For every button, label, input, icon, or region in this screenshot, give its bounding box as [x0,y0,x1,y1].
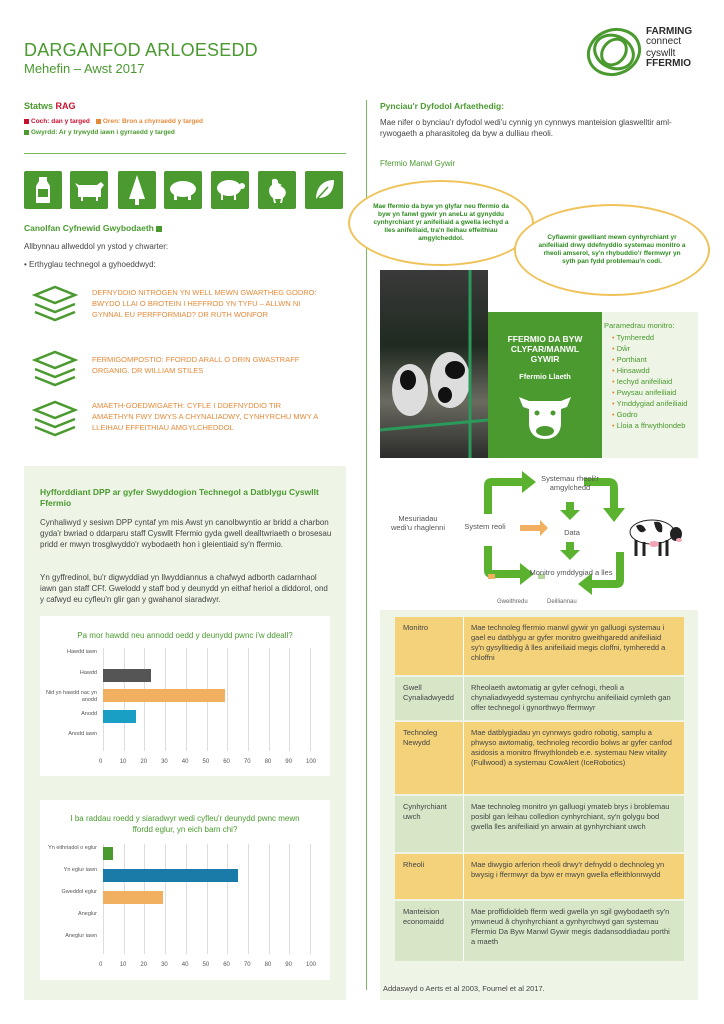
rag-status-title: Statws RAG [24,101,76,111]
x-tick-label: 80 [264,758,272,765]
cow-head-icon [515,385,575,441]
table-row [395,796,684,852]
dairy-cow-icon [70,171,108,209]
param-item: • Godro [612,409,694,420]
topics-heading: Pynciau'r Dyfodol Arfaethedig: [380,101,505,111]
milking-parlour-photo [380,270,488,458]
chart-2-title: I ba raddau roedd y siaradwyr wedi cyfleu'r deunydd pwnc mewn ffordd eglur, yn eich barn chi? [70,814,300,834]
topics-text: Mae nifer o bynciau'r dyfodol wedi'u cynnig yn cynnwys manteision glaswelltir aml-rywogaeth a pharasitoleg da byw a dulliau rheoli. [380,118,672,138]
row-text: Mae technoleg ffermio manwl gywir yn galluogi systemau i gael eu datblygu ar gyfer monitro gweithgaredd anifeiliaid sy'n gysylltiedig â lles anifeiliaid megis cloffni, tymheredd a chloffni [471,623,666,662]
gridline [186,844,187,954]
leaf-plant-icon [305,171,343,209]
x-tick-label: 0 [99,758,103,765]
speech-bubble-1: Mae ffermio da byw yn glyfar neu ffermio da byw yn fanwl gywir yn aneLu at gynyddu cynhyrchiant yr anifeiliaid a gwella iechyd a lles anifeiliaid, tra'n lleihau effeithiau amgylcheddol. [348,180,534,266]
poultry-icon [258,171,296,209]
x-tick-label: 10 [119,758,127,765]
gridline [227,648,228,751]
x-tick-label: 20 [140,758,148,765]
bar [103,689,225,702]
x-tick-label: 60 [223,758,230,765]
y-category-label: Gweddol eglur [61,889,97,895]
citation: Addaswyd o Aerts et al 2003, Fournel et al 2017. [383,984,545,993]
row-text: Mae technoleg monitro yn galluogi ymateb brys i broblemau posibl gan leihau colledion cynhyrchiant, sy'n golygu bod gwella lles anifeiliaid yn arwain at gynhyrchiant uwch [471,802,670,831]
bar [103,710,136,723]
x-tick-label: 60 [223,962,230,968]
plf-box [488,312,602,458]
table-row [395,901,684,961]
y-category-label: Yn eglur iawn [63,867,97,873]
param-item: • Iechyd anifeiliaid [612,376,694,387]
divider [24,153,346,154]
gridline [165,844,166,954]
knowledge-heading: Canolfan Cyfnewid Gwybodaeth [24,223,164,233]
row-label: Cynhyrchiant uwch [403,802,447,821]
row-label: Monitro [403,623,429,632]
training-heading: Hyfforddiant DPP ar gyfer Swyddogion Technegol a Datblygu Cyswllt Ffermio [40,487,319,508]
bar [103,869,238,882]
gridline [207,844,208,954]
x-tick-label: 30 [161,962,168,968]
y-category-label: Aneglur iawn [65,933,97,939]
row-divider [463,796,464,852]
row-text: Mae datblygiadau yn cynnwys godro robotig, samplu a phwyso awtomatig, technoleg recordio bolws ar gyfer canfod asidosis a monitro ffrwythlondeb e.e. systemau New vitality (Fullwood) a systemau CowAlert (IceRobotics) [471,728,672,767]
rag-green: Gwyrdd: Ar y trywydd iawn i gyrraedd y targed [24,129,175,136]
param-item: • Tymheredd [612,332,694,343]
row-text: Rheolaeth awtomatig ar gyfer cefnogi, rheoli a chynaliadwyedd systemau cynhyrchu anifeiliaid cymleth gan offer technegol i gynorthwyo ffermwyr [471,683,671,712]
x-tick-label: 80 [264,962,272,968]
article-stack-icon [30,350,80,390]
cycle-data: Data [564,528,580,537]
dairy-cow-illustration [622,512,684,560]
x-tick-label: 100 [306,962,317,968]
speech-bubble-2: Cyflawnir gwelliant mewn cynhyrchiant yr anifeiliaid drwy ddefnyddio systemau monitro a rheoli amserol, sy'n rhybuddio'r ffermwyr yn syth pan fydd problemau'n codi. [514,204,710,296]
logo-text: FARMING connect cyswllt FFERMIO [646,26,693,69]
page-subtitle: Mehefin – Awst 2017 [24,61,145,76]
legend-action: Gweithredu [497,599,528,605]
milk-bottle-icon [24,171,62,209]
row-divider [463,722,464,794]
knowledge-bullet: • Erthyglau technegol a gyhoeddwyd: [24,260,156,269]
x-tick-label: 50 [202,758,210,765]
pig-icon [164,171,202,209]
article-1[interactable]: DEFNYDDIO NITROGEN YN WELL MEWN GWARTHEG GODRO: BWYDO LLAI O BROTEIN I HEFFROD YN TYFU – ALLWN NI GYNNAL EU PERFFORMIAD? DR RUTH WONFOR [92,288,317,319]
x-tick-label: 0 [99,962,103,968]
gridline [227,844,228,954]
gridline [269,844,270,954]
x-tick-label: 40 [181,758,189,765]
row-label: Technoleg Newydd [403,728,438,747]
table-row [395,722,684,794]
knowledge-intro: Allbynnau allweddol yn ystod y chwarter: [24,242,169,251]
cycle-bottom: Monitro ymddygiad a lles [529,568,613,577]
row-divider [463,677,464,720]
y-category-label: Anodd iawn [68,731,97,737]
cycle-center: System reoli [464,522,506,531]
chart-1-title: Pa mor hawdd neu annodd oedd y deunydd pwnc i'w ddeall? [77,631,293,640]
x-tick-label: 50 [202,962,210,968]
x-tick-label: 20 [140,962,148,968]
gridline [289,648,290,751]
x-tick-label: 100 [306,758,317,765]
x-tick-label: 90 [285,962,292,968]
table-row [395,617,684,675]
param-item: • Pwysau anifeiliaid [612,387,694,398]
gridline [310,844,311,954]
y-category-label: Aneglur [78,911,97,917]
cycle-left: Mesuriadau wedi'u rhaglenni [391,514,445,532]
cycle-top: Systemau rheoli'r amgylchedd [541,474,599,492]
y-category-label: Yn eithriadol o eglur [48,845,97,851]
param-item: • Hinsawdd [612,365,694,376]
gridline [310,648,311,751]
table-row [395,677,684,720]
article-3[interactable]: AMAETH-GOEDWIGAETH: CYFLE I DDEFNYDDIO TIR AMAETHYN FWY DWYS A CHYNALIADWY, CYNHYRCHU MWY A LLEIHAU EFFEITHIAU AMGYLCHEDDOL [92,401,318,432]
param-item: • Porthiant [612,354,694,365]
page-title: DARGANFOD ARLOESEDD [24,40,258,60]
row-text: Mae proffidioldeb fferm wedi gwella yn sgil gwybodaeth sy'n ymwneud â chynhyrchiant a gynhyrchwyd gan systemau Ffermio Da Byw Manwl Gywir megis dadansoddiadau porthi a maeth [471,907,670,946]
bar [103,669,151,682]
row-divider [463,617,464,675]
param-item: • Ymddygiad anifeiliaid [612,398,694,409]
gridline [248,648,249,751]
row-label: Manteision economaidd [403,907,444,926]
legend-outcome: Deilliannau [547,599,577,605]
rag-red: Coch: dan y targed Oren: Bron a chyrraedd y targed [24,118,203,125]
y-category-label: Anodd [81,710,97,717]
training-p2: Yn gyffredinol, bu'r digwyddiad yn llwyddiannus a chafwyd adborth cadarnhaol iawn gan staff CFf. Gwelodd y staff bod y deunydd yn eithaf heriol a diddorol, ond y cafwyd eu cyfleu'n glir gan y gwahanol siaradwyr. [40,573,328,604]
gridline [289,844,290,954]
article-2[interactable]: FERMIGOMPOSTIO: FFORDD ARALL O DRIN GWASTRAFF ORGANIG. DR WILLIAM STILES [92,355,300,375]
y-category-label: Nid yn hawdd nac yn anodd [45,690,97,703]
y-category-label: Hawdd [79,669,97,676]
gridline [248,844,249,954]
precision-farming-subheading: Ffermio Manwl Gywir [380,159,456,168]
row-label: Rheoli [403,860,425,869]
monitoring-params: Paramedrau monitro: • Tymheredd • Dŵr • Porthiant • Hinsawdd • Iechyd anifeiliaid • Pwysau anifeiliaid • Ymddygiad anifeiliaid • Godro • Lloia a ffrwythlondeb [602,312,698,458]
training-p1: Cynhaliwyd y sesiwn DPP cyntaf ym mis Awst yn canolbwyntio ar bridd a charbon gyda'r bwriad o ddarparu staff Cyswllt Ffermio gyda gwell dealltwriaeth o brosesau pridd er mwyn trosglwyddo'r wybodaeth hon i gleientiaid sy'n ffermio. [40,518,332,549]
x-tick-label: 70 [243,962,251,968]
forestry-tree-icon [118,171,156,209]
param-item: • Dŵr [612,343,694,354]
article-stack-icon [30,400,80,440]
plf-subtitle: Ffermio Llaeth [519,372,571,381]
row-divider [463,901,464,961]
row-text: Mae diwygio arferion rheoli drwy'r defnydd o dechnoleg yn bwysig i ffermwyr da byw er mwyn gwella effeithlonrwydd [471,860,665,879]
table-row [395,854,684,899]
x-tick-label: 30 [161,758,168,765]
row-label: Gwell Cynaliadwyedd [403,683,454,702]
bar [103,847,113,860]
bar [103,891,163,904]
param-item: • Lloia a ffrwythlondeb [612,420,694,431]
x-tick-label: 70 [243,758,251,765]
x-tick-label: 90 [285,758,292,765]
x-tick-label: 40 [181,962,189,968]
sheep-icon [211,171,249,209]
row-divider [463,854,464,899]
gridline [269,648,270,751]
plf-title: FFERMIO DA BYW CLYFAR/MANWL GYWIR [507,334,583,364]
y-category-label: Hawdd iawn [67,649,97,655]
x-tick-label: 10 [119,962,127,968]
article-stack-icon [30,285,80,325]
